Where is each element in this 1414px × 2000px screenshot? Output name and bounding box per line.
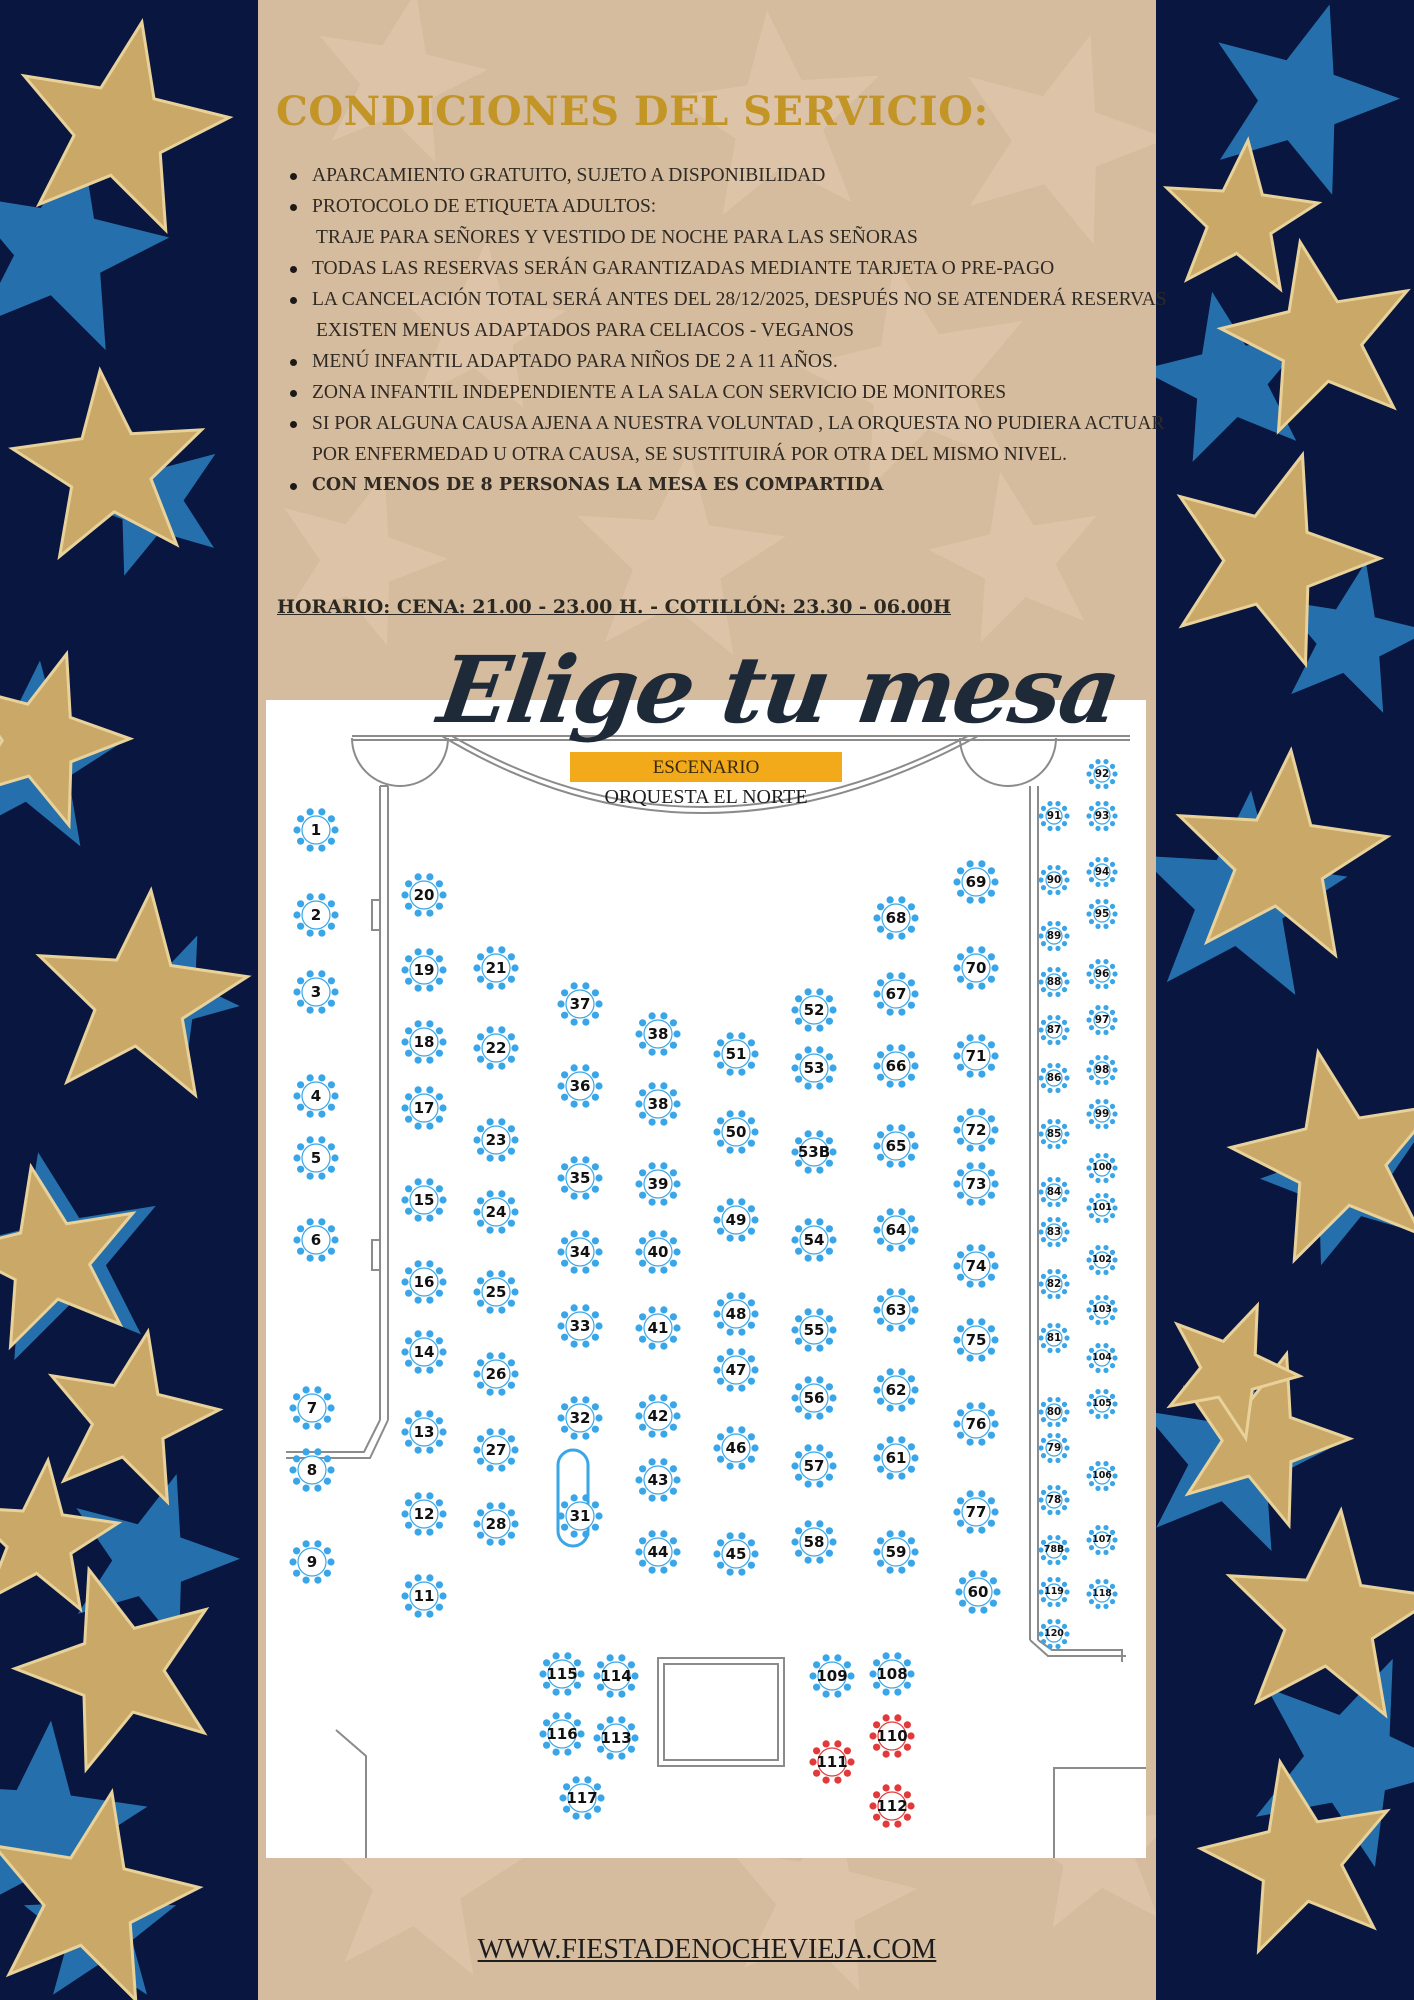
table-number: 9 xyxy=(306,1553,318,1571)
table-67[interactable] xyxy=(885,985,907,1003)
table-5[interactable] xyxy=(310,1149,322,1167)
table-number: 37 xyxy=(569,995,591,1013)
table-number: 69 xyxy=(965,873,987,891)
table-number: 85 xyxy=(1046,1128,1062,1140)
table-86[interactable] xyxy=(1046,1072,1062,1084)
table-number: 101 xyxy=(1092,1202,1112,1213)
table-33[interactable] xyxy=(569,1317,591,1335)
condition-item: APARCAMIENTO GRATUITO, SUJETO A DISPONIBILIDAD xyxy=(312,160,1172,191)
table-number: 111 xyxy=(816,1753,848,1771)
table-number: 100 xyxy=(1092,1162,1112,1173)
table-36[interactable] xyxy=(569,1077,591,1095)
table-number: 2 xyxy=(310,906,322,924)
table-number: 91 xyxy=(1046,810,1062,822)
table-54[interactable] xyxy=(803,1231,825,1249)
table-17[interactable] xyxy=(413,1099,435,1117)
table-109[interactable] xyxy=(816,1667,848,1685)
table-number: 40 xyxy=(647,1243,669,1261)
table-113[interactable] xyxy=(600,1729,632,1747)
table-number: 88 xyxy=(1046,976,1062,988)
table-number: 98 xyxy=(1094,1064,1110,1076)
table-31[interactable] xyxy=(569,1507,591,1525)
table-number: 14 xyxy=(413,1343,435,1361)
condition-item: CON MENOS DE 8 PERSONAS LA MESA ES COMPARTIDA xyxy=(312,470,1172,501)
table-42[interactable] xyxy=(647,1407,669,1425)
table-52[interactable] xyxy=(803,1001,825,1019)
table-39[interactable] xyxy=(647,1175,669,1193)
table-65[interactable] xyxy=(885,1137,907,1155)
table-120[interactable] xyxy=(1044,1628,1064,1639)
table-number: 26 xyxy=(485,1365,507,1383)
conditions-title: CONDICIONES DEL SERVICIO: xyxy=(276,88,989,135)
table-26[interactable] xyxy=(485,1365,507,1383)
table-38[interactable] xyxy=(647,1095,669,1113)
table-114[interactable] xyxy=(600,1667,632,1685)
table-number: 94 xyxy=(1094,866,1110,878)
table-number: 31 xyxy=(569,1507,591,1525)
table-81[interactable] xyxy=(1046,1332,1062,1344)
table-89[interactable] xyxy=(1046,930,1062,942)
table-14[interactable] xyxy=(413,1343,435,1361)
table-number: 23 xyxy=(485,1131,507,1149)
table-46[interactable] xyxy=(725,1439,747,1457)
table-63[interactable] xyxy=(885,1301,907,1319)
condition-item: EXISTEN MENUS ADAPTADOS PARA CELIACOS - VEGANOS xyxy=(316,320,855,341)
table-number: 38 xyxy=(647,1095,669,1113)
table-number: 70 xyxy=(965,959,987,977)
table-7[interactable] xyxy=(306,1399,318,1417)
table-number: 66 xyxy=(885,1057,907,1075)
table-number: 15 xyxy=(413,1191,435,1209)
table-number: 63 xyxy=(885,1301,907,1319)
table-64[interactable] xyxy=(885,1221,907,1239)
table-53B[interactable] xyxy=(797,1143,831,1161)
table-47[interactable] xyxy=(725,1361,747,1379)
table-number: 118 xyxy=(1092,1588,1112,1599)
table-number: 116 xyxy=(546,1725,578,1743)
table-49[interactable] xyxy=(725,1211,747,1229)
table-number: 8 xyxy=(306,1461,318,1479)
table-15[interactable] xyxy=(413,1191,435,1209)
table-number: 33 xyxy=(569,1317,591,1335)
table-74[interactable] xyxy=(965,1257,987,1275)
table-38[interactable] xyxy=(647,1025,669,1043)
table-number: 46 xyxy=(725,1439,747,1457)
table-83[interactable] xyxy=(1046,1226,1062,1238)
table-78B[interactable] xyxy=(1043,1544,1065,1555)
table-77[interactable] xyxy=(965,1503,987,1521)
table-number: 79 xyxy=(1046,1442,1062,1454)
table-number: 65 xyxy=(885,1137,907,1155)
table-117[interactable] xyxy=(566,1789,598,1807)
table-number: 52 xyxy=(803,1001,825,1019)
table-number: 72 xyxy=(965,1121,987,1139)
table-37[interactable] xyxy=(569,995,591,1013)
table-35[interactable] xyxy=(569,1169,591,1187)
table-68[interactable] xyxy=(885,909,907,927)
table-58[interactable] xyxy=(803,1533,825,1551)
table-43[interactable] xyxy=(647,1471,669,1489)
table-27[interactable] xyxy=(485,1441,507,1459)
table-number: 99 xyxy=(1094,1108,1110,1120)
table-72[interactable] xyxy=(965,1121,987,1139)
table-number: 89 xyxy=(1046,930,1062,942)
table-107[interactable] xyxy=(1092,1534,1112,1545)
table-118[interactable] xyxy=(1092,1588,1112,1599)
table-20[interactable] xyxy=(413,886,435,904)
table-106[interactable] xyxy=(1092,1470,1112,1481)
table-66[interactable] xyxy=(885,1057,907,1075)
table-number: 54 xyxy=(803,1231,825,1249)
table-84[interactable] xyxy=(1046,1186,1062,1198)
table-number: 106 xyxy=(1092,1470,1112,1481)
table-87[interactable] xyxy=(1046,1024,1062,1036)
table-number: 84 xyxy=(1046,1186,1062,1198)
floor-plan xyxy=(266,700,1146,1858)
table-94[interactable] xyxy=(1094,866,1110,878)
table-number: 60 xyxy=(967,1583,989,1601)
table-number: 7 xyxy=(306,1399,318,1417)
table-6[interactable] xyxy=(310,1231,322,1249)
table-60[interactable] xyxy=(967,1583,989,1601)
table-number: 103 xyxy=(1092,1304,1112,1315)
table-number: 48 xyxy=(725,1305,747,1323)
table-number: 36 xyxy=(569,1077,591,1095)
table-number: 1 xyxy=(310,821,322,839)
panel-star xyxy=(320,0,488,162)
table-number: 62 xyxy=(885,1381,907,1399)
table-number: 75 xyxy=(965,1331,987,1349)
table-number: 81 xyxy=(1046,1332,1062,1344)
table-number: 83 xyxy=(1046,1226,1062,1238)
table-number: 55 xyxy=(803,1321,825,1339)
table-number: 58 xyxy=(803,1533,825,1551)
table-number: 74 xyxy=(965,1257,987,1275)
table-number: 35 xyxy=(569,1169,591,1187)
table-44[interactable] xyxy=(647,1543,669,1561)
condition-item: PROTOCOLO DE ETIQUETA ADULTOS: xyxy=(312,191,1172,222)
table-number: 34 xyxy=(569,1243,591,1261)
table-57[interactable] xyxy=(803,1457,825,1475)
table-53[interactable] xyxy=(803,1059,825,1077)
table-18[interactable] xyxy=(413,1033,435,1051)
table-116[interactable] xyxy=(546,1725,578,1743)
table-22[interactable] xyxy=(485,1039,507,1057)
table-96[interactable] xyxy=(1094,968,1110,980)
table-number: 119 xyxy=(1044,1586,1064,1597)
table-24[interactable] xyxy=(485,1203,507,1221)
table-115[interactable] xyxy=(546,1665,578,1683)
table-number: 53B xyxy=(797,1143,831,1161)
table-101[interactable] xyxy=(1092,1202,1112,1213)
table-103[interactable] xyxy=(1092,1304,1112,1315)
table-number: 87 xyxy=(1046,1024,1062,1036)
table-90[interactable] xyxy=(1046,874,1062,886)
table-number: 51 xyxy=(725,1045,747,1063)
table-100[interactable] xyxy=(1092,1162,1112,1173)
condition-item: MENÚ INFANTIL ADAPTADO PARA NIÑOS DE 2 A 11 AÑOS. xyxy=(312,346,1172,377)
table-78[interactable] xyxy=(1046,1494,1062,1506)
table-80[interactable] xyxy=(1046,1406,1062,1418)
table-79[interactable] xyxy=(1046,1442,1062,1454)
table-number: 53 xyxy=(803,1059,825,1077)
table-number: 115 xyxy=(546,1665,578,1683)
table-45[interactable] xyxy=(725,1545,747,1563)
table-number: 82 xyxy=(1046,1278,1062,1290)
table-number: 77 xyxy=(965,1503,987,1521)
table-number: 86 xyxy=(1046,1072,1062,1084)
table-number: 107 xyxy=(1092,1534,1112,1545)
schedule: HORARIO: CENA: 21.00 - 23.00 H. - COTILLÓN: 23.30 - 06.00H xyxy=(277,596,951,618)
table-number: 109 xyxy=(816,1667,848,1685)
table-19[interactable] xyxy=(413,961,435,979)
table-number: 28 xyxy=(485,1515,507,1533)
table-41[interactable] xyxy=(647,1319,669,1337)
table-number: 4 xyxy=(310,1087,322,1105)
table-93[interactable] xyxy=(1094,810,1110,822)
table-13[interactable] xyxy=(413,1423,435,1441)
condition-item: SI POR ALGUNA CAUSA AJENA A NUESTRA VOLUNTAD , LA ORQUESTA NO PUDIERA ACTUAR POR ENFERMEDAD U OTRA CAUSA, SE SUSTITUIRÁ POR OTRA DEL MISMO NIVEL. xyxy=(312,408,1172,470)
table-number: 97 xyxy=(1094,1014,1110,1026)
table-number: 67 xyxy=(885,985,907,1003)
table-number: 43 xyxy=(647,1471,669,1489)
table-8[interactable] xyxy=(306,1461,318,1479)
table-102[interactable] xyxy=(1092,1254,1112,1265)
table-99[interactable] xyxy=(1094,1108,1110,1120)
table-number: 11 xyxy=(413,1587,435,1605)
condition-item: LA CANCELACIÓN TOTAL SERÁ ANTES DEL 28/12/2025, DESPUÉS NO SE ATENDERÁ RESERVAS xyxy=(312,284,1172,315)
table-50[interactable] xyxy=(725,1123,747,1141)
condition-item: ZONA INFANTIL INDEPENDIENTE A LA SALA CON SERVICIO DE MONITORES xyxy=(312,377,1172,408)
table-number: 92 xyxy=(1094,768,1110,780)
table-88[interactable] xyxy=(1046,976,1062,988)
table-111[interactable] xyxy=(816,1753,848,1771)
table-number: 93 xyxy=(1094,810,1110,822)
table-69[interactable] xyxy=(965,873,987,891)
table-98[interactable] xyxy=(1094,1064,1110,1076)
table-number: 39 xyxy=(647,1175,669,1193)
table-number: 73 xyxy=(965,1175,987,1193)
table-92[interactable] xyxy=(1094,768,1110,780)
orchestra-name: ORQUESTA EL NORTE xyxy=(604,786,808,808)
table-number: 27 xyxy=(485,1441,507,1459)
table-number: 61 xyxy=(885,1449,907,1467)
table-number: 108 xyxy=(876,1665,908,1683)
table-40[interactable] xyxy=(647,1243,669,1261)
table-105[interactable] xyxy=(1092,1398,1112,1409)
table-number: 102 xyxy=(1092,1254,1112,1265)
table-11[interactable] xyxy=(413,1587,435,1605)
floor-plan-walls xyxy=(266,700,1146,1858)
table-number: 80 xyxy=(1046,1406,1062,1418)
table-9[interactable] xyxy=(306,1553,318,1571)
table-number: 16 xyxy=(413,1273,435,1291)
table-48[interactable] xyxy=(725,1305,747,1323)
table-3[interactable] xyxy=(310,983,322,1001)
plan-title: Elige tu mesa xyxy=(432,636,1126,744)
table-number: 20 xyxy=(413,886,435,904)
table-number: 13 xyxy=(413,1423,435,1441)
table-119[interactable] xyxy=(1044,1586,1064,1597)
table-34[interactable] xyxy=(569,1243,591,1261)
table-108[interactable] xyxy=(876,1665,908,1683)
table-number: 5 xyxy=(310,1149,322,1167)
table-number: 19 xyxy=(413,961,435,979)
table-number: 41 xyxy=(647,1319,669,1337)
table-number: 56 xyxy=(803,1389,825,1407)
table-number: 17 xyxy=(413,1099,435,1117)
table-number: 18 xyxy=(413,1033,435,1051)
table-number: 49 xyxy=(725,1211,747,1229)
table-number: 110 xyxy=(876,1727,908,1745)
condition-item: TRAJE PARA SEÑORES Y VESTIDO DE NOCHE PARA LAS SEÑORAS xyxy=(316,227,918,248)
table-25[interactable] xyxy=(485,1283,507,1301)
table-number: 3 xyxy=(310,983,322,1001)
table-104[interactable] xyxy=(1092,1352,1112,1363)
table-55[interactable] xyxy=(803,1321,825,1339)
table-number: 117 xyxy=(566,1789,598,1807)
table-number: 24 xyxy=(485,1203,507,1221)
stage-label: ESCENARIO xyxy=(570,752,842,782)
table-number: 68 xyxy=(885,909,907,927)
table-number: 71 xyxy=(965,1047,987,1065)
table-82[interactable] xyxy=(1046,1278,1062,1290)
table-number: 57 xyxy=(803,1457,825,1475)
table-number: 114 xyxy=(600,1667,632,1685)
table-76[interactable] xyxy=(965,1415,987,1433)
table-number: 12 xyxy=(413,1505,435,1523)
table-number: 45 xyxy=(725,1545,747,1563)
table-number: 64 xyxy=(885,1221,907,1239)
table-112[interactable] xyxy=(876,1797,908,1815)
table-number: 38 xyxy=(647,1025,669,1043)
table-95[interactable] xyxy=(1094,908,1110,920)
table-4[interactable] xyxy=(310,1087,322,1105)
table-number: 78 xyxy=(1046,1494,1062,1506)
table-12[interactable] xyxy=(413,1505,435,1523)
table-85[interactable] xyxy=(1046,1128,1062,1140)
table-97[interactable] xyxy=(1094,1014,1110,1026)
table-number: 76 xyxy=(965,1415,987,1433)
table-number: 104 xyxy=(1092,1352,1112,1363)
table-number: 90 xyxy=(1046,874,1062,886)
table-number: 96 xyxy=(1094,968,1110,980)
table-91[interactable] xyxy=(1046,810,1062,822)
table-number: 32 xyxy=(569,1409,591,1427)
table-number: 120 xyxy=(1044,1628,1064,1639)
table-2[interactable] xyxy=(310,906,322,924)
table-number: 25 xyxy=(485,1283,507,1301)
table-71[interactable] xyxy=(965,1047,987,1065)
table-32[interactable] xyxy=(569,1409,591,1427)
table-number: 42 xyxy=(647,1407,669,1425)
table-56[interactable] xyxy=(803,1389,825,1407)
table-28[interactable] xyxy=(485,1515,507,1533)
table-51[interactable] xyxy=(725,1045,747,1063)
table-59[interactable] xyxy=(885,1543,907,1561)
table-number: 105 xyxy=(1092,1398,1112,1409)
table-number: 112 xyxy=(876,1797,908,1815)
table-16[interactable] xyxy=(413,1273,435,1291)
table-number: 47 xyxy=(725,1361,747,1379)
table-1[interactable] xyxy=(310,821,322,839)
table-number: 50 xyxy=(725,1123,747,1141)
table-number: 21 xyxy=(485,959,507,977)
table-21[interactable] xyxy=(485,959,507,977)
table-number: 95 xyxy=(1094,908,1110,920)
table-70[interactable] xyxy=(965,959,987,977)
table-number: 6 xyxy=(310,1231,322,1249)
table-61[interactable] xyxy=(885,1449,907,1467)
conditions-list xyxy=(276,160,1172,501)
table-110[interactable] xyxy=(876,1727,908,1745)
table-number: 22 xyxy=(485,1039,507,1057)
website-link[interactable]: WWW.FIESTADENOCHEVIEJA.COM xyxy=(477,1934,937,1965)
table-number: 113 xyxy=(600,1729,632,1747)
condition-item: TODAS LAS RESERVAS SERÁN GARANTIZADAS MEDIANTE TARJETA O PRE-PAGO xyxy=(312,253,1172,284)
table-73[interactable] xyxy=(965,1175,987,1193)
table-62[interactable] xyxy=(885,1381,907,1399)
table-23[interactable] xyxy=(485,1131,507,1149)
table-number: 59 xyxy=(885,1543,907,1561)
table-number: 44 xyxy=(647,1543,669,1561)
table-number: 78B xyxy=(1043,1544,1065,1555)
table-75[interactable] xyxy=(965,1331,987,1349)
